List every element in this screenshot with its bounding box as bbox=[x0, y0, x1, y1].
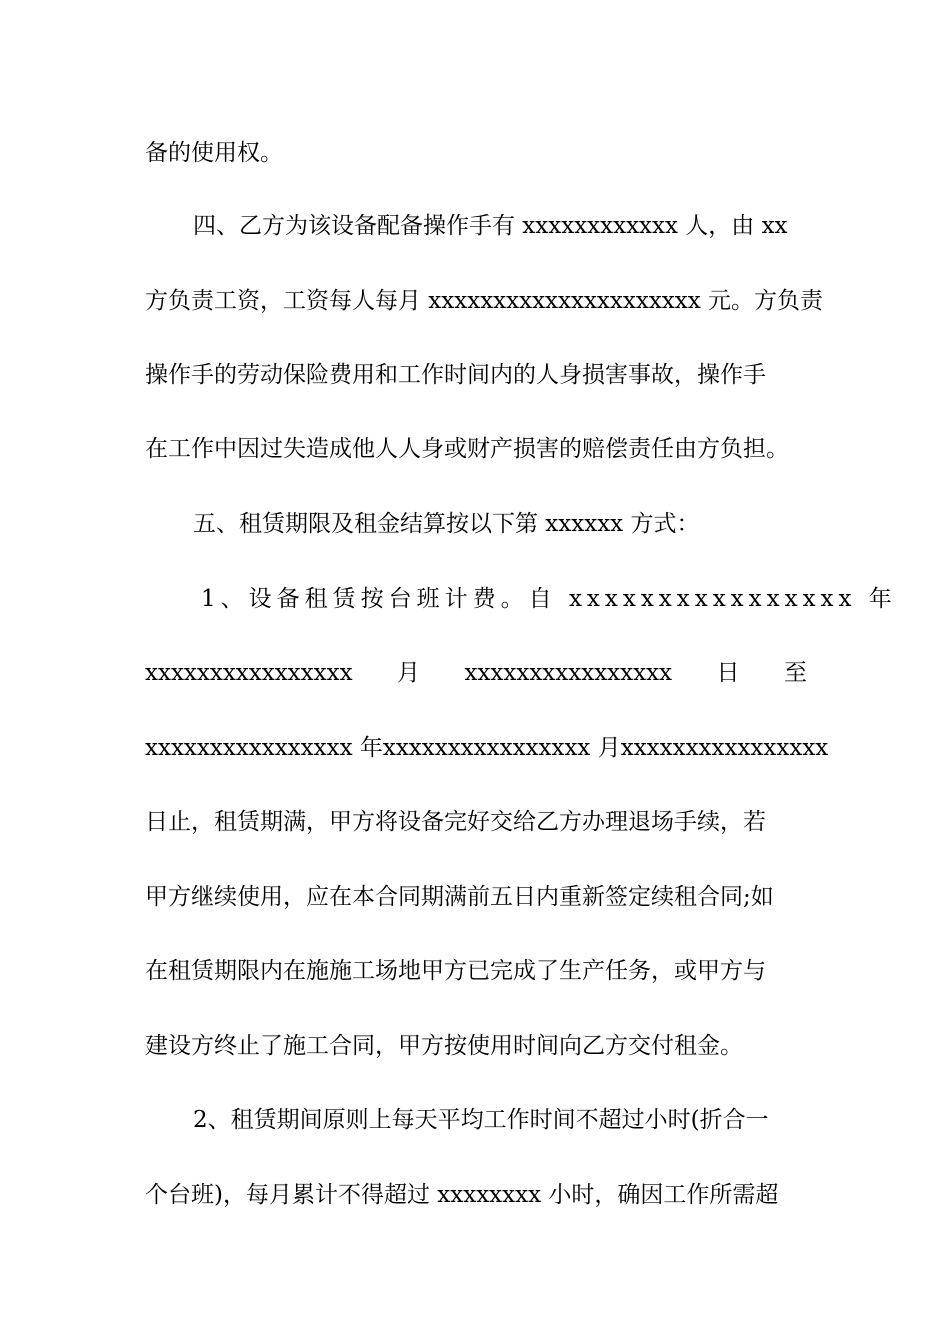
date-field: xxxxxxxxxxxxxxxx bbox=[464, 660, 673, 686]
text-line: 备的使用权。 bbox=[145, 140, 283, 166]
paragraph-five-line: 五、租赁期限及租金结算按以下第 xxxxxx 方式： bbox=[193, 511, 700, 537]
text-line: 方负责工资，工资每人每月 xxxxxxxxxxxxxxxxxxxxx 元。方负责 bbox=[145, 288, 824, 314]
text-line: 在租赁期限内在施施工场地甲方已完成了生产任务，或甲方与 bbox=[145, 958, 766, 984]
date-field: xxxxxxxxxxxxxxxx bbox=[620, 735, 829, 761]
date-unit: 日 bbox=[716, 660, 740, 686]
clause-one-line: 1、设备租赁按台班计费。自 xxxxxxxxxxxxxxxx 年 bbox=[201, 586, 897, 612]
date-range-line bbox=[145, 731, 829, 765]
text-line: 操作手的劳动保险费用和工作时间内的人身损害事故，操作手 bbox=[145, 362, 766, 388]
date-field: xxxxxxxxxxxxxxxx 年 bbox=[145, 735, 383, 761]
date-range-line bbox=[145, 656, 807, 690]
text-line: 在工作中因过失造成他人人身或财产损害的赔偿责任由方负担。 bbox=[145, 436, 789, 462]
text-line: 日止，租赁期满，甲方将设备完好交给乙方办理退场手续，若 bbox=[145, 809, 766, 835]
date-unit: 月 bbox=[397, 660, 421, 686]
text-line: 个台班)，每月累计不得超过 xxxxxxxx 小时，确因工作所需超 bbox=[145, 1182, 779, 1208]
date-field: xxxxxxxxxxxxxxxx bbox=[145, 660, 353, 686]
date-unit: 至 bbox=[783, 660, 807, 686]
clause-two-line: 2、租赁期间原则上每天平均工作时间不超过小时(折合一 bbox=[193, 1107, 769, 1133]
text-line: 建设方终止了施工合同，甲方按使用时间向乙方交付租金。 bbox=[145, 1033, 743, 1059]
date-field: xxxxxxxxxxxxxxxx 月 bbox=[382, 735, 621, 761]
paragraph-four-line: 四、乙方为该设备配备操作手有 xxxxxxxxxxxx 人，由 xx bbox=[193, 213, 788, 239]
text-line: 甲方继续使用，应在本合同期满前五日内重新签定续租合同;如 bbox=[145, 884, 774, 910]
